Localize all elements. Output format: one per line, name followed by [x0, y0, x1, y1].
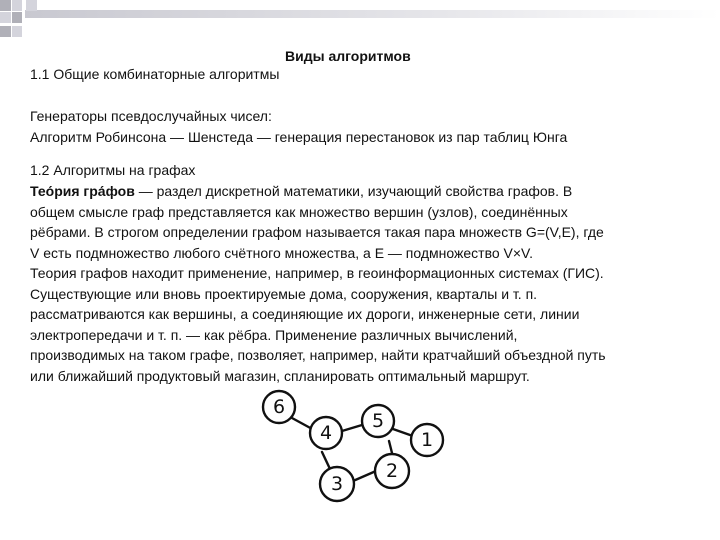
graph-edge [353, 471, 376, 481]
paragraph-line: V есть подмножество любого счётного множества, а E — подмножество V×V. [30, 244, 533, 261]
slide-decoration [0, 0, 720, 40]
term-bold: Тео́рия гра́фов [30, 183, 135, 199]
paragraph-line: производимых на таком графе, позволяет, например, найти кратчайший объездной путь [30, 347, 606, 363]
section-title: 1.2 Алгоритмы на графах [30, 162, 196, 178]
paragraph-line: Тео́рия гра́фов — раздел дискретной математики, изучающий свойства графов. В [30, 183, 573, 199]
page-title: Виды алгоритмов [285, 48, 411, 64]
graph-theory-paragraph [30, 181, 700, 386]
item-title: Генераторы псевдослучайных чисел: [30, 108, 272, 124]
paragraph-line: электропередачи и т. п. — как рёбра. Применение различных вычислений, [30, 326, 518, 343]
vertex-label: 2 [385, 460, 399, 482]
deco-vertical-line [22, 0, 25, 40]
vertex-label: 5 [371, 410, 385, 432]
graph-edge [389, 441, 392, 453]
graph-diagram [250, 385, 460, 505]
paragraph-line: Существующие или вновь проектируемые дома, сооружения, кварталы и т. п. [30, 285, 538, 302]
paragraph-line: общем смысле граф представляется как множество вершин (узлов), соединённых [30, 203, 568, 220]
vertex-label: 3 [330, 473, 344, 495]
deco-square [26, 0, 37, 11]
deco-square [0, 12, 11, 23]
vertex-label: 6 [272, 396, 286, 418]
graph-edge [393, 429, 410, 435]
paragraph-line: или ближайший продуктовый магазин, спланировать оптимальный маршрут. [30, 367, 530, 384]
header-gradient-bar [22, 10, 720, 18]
graph-edge [342, 425, 362, 431]
paragraph-line: рассматриваются как вершины, а соединяющие их дороги, инженерные сети, линии [30, 306, 580, 322]
paragraph-line: Теория графов находит применение, например, в геоинформационных системах (ГИС). [30, 265, 604, 281]
item-text: Алгоритм Робинсона — Шенстеда — генерация перестановок из пар таблиц Юнга [30, 129, 568, 145]
section-title: 1.1 Общие комбинаторные алгоритмы [30, 66, 280, 82]
deco-square [0, 26, 11, 37]
vertex-label: 1 [420, 429, 434, 451]
vertex-label: 4 [319, 422, 333, 444]
paragraph-line: рёбрами. В строгом определении графом называется такая пара множеств G=(V,E), где [30, 224, 604, 240]
graph-edge [322, 452, 330, 469]
deco-square [0, 0, 11, 11]
